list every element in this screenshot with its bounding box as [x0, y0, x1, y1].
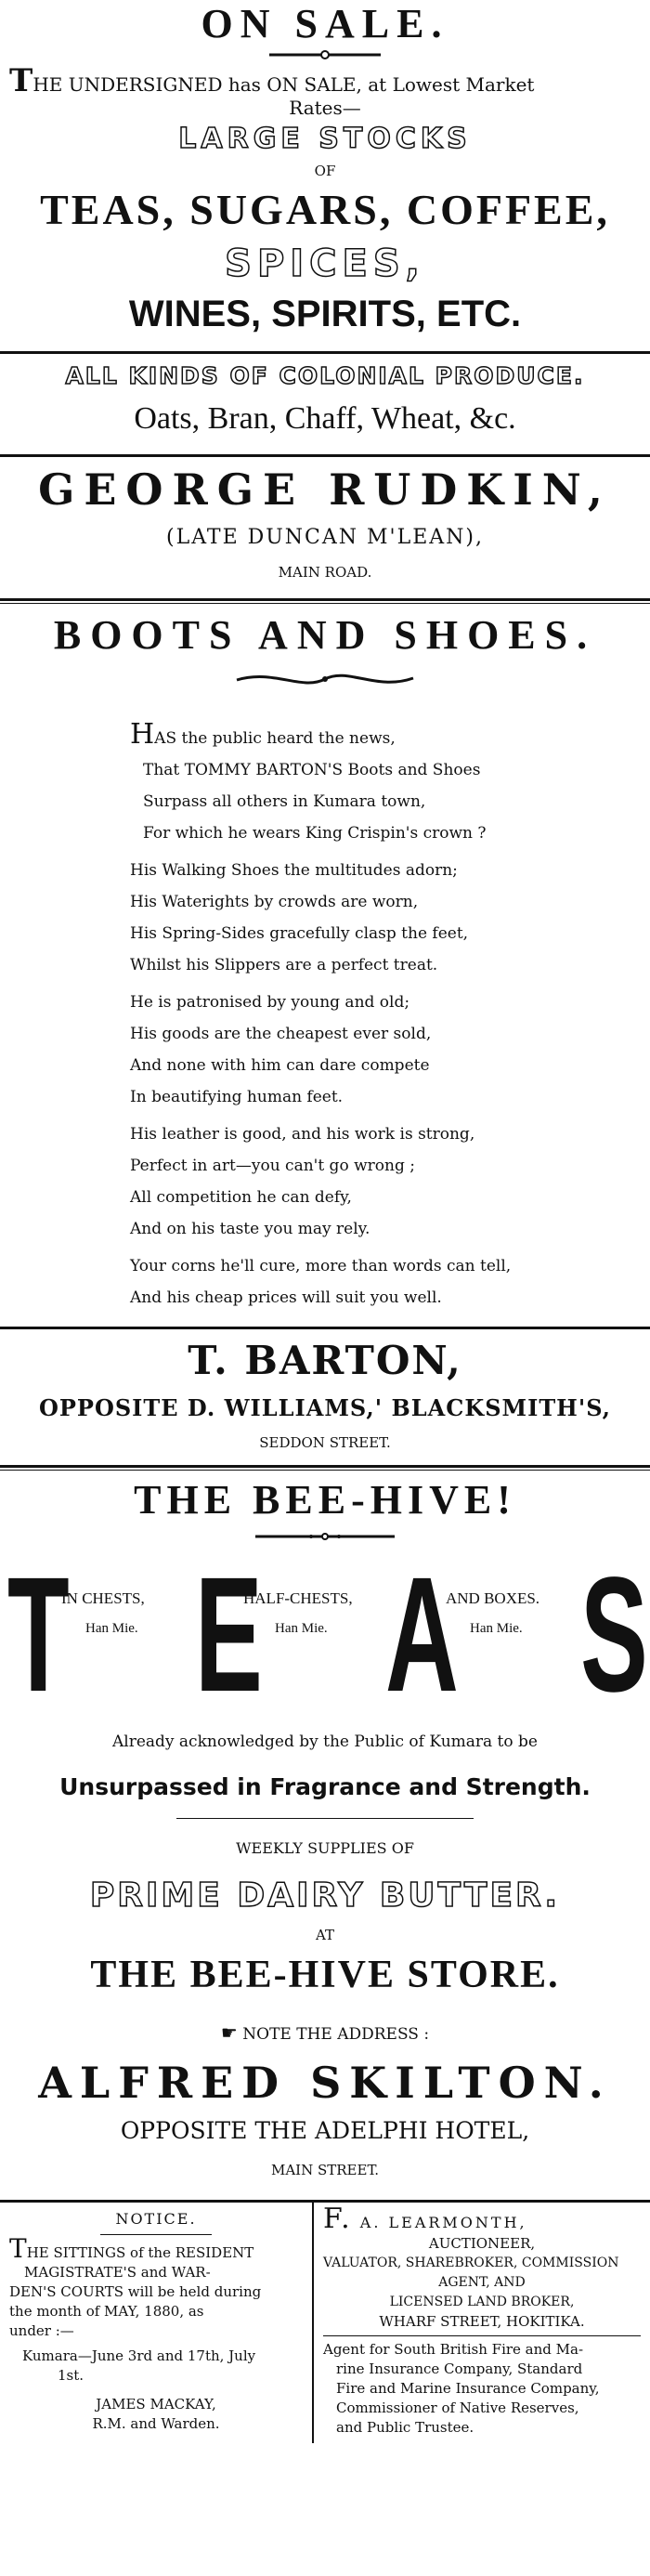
agent-line: rine Insurance Company, Standard — [336, 2360, 583, 2377]
of-text: OF — [314, 163, 336, 179]
learmonth-role: AUCTIONEER, — [428, 2235, 536, 2252]
teas-block — [0, 1544, 650, 1726]
wines-spirits: WINES, SPIRITS, ETC. — [128, 294, 522, 334]
poem-line-text: Surpass all others in Kumara town, — [143, 792, 426, 811]
poem-line-text: And on his taste you may rely. — [130, 1220, 370, 1238]
notice-line: Kumara—June 3rd and 17th, July — [22, 2347, 256, 2364]
poem-line — [130, 786, 650, 817]
note-address — [0, 2003, 650, 2053]
agent-line: Agent for South British Fire and Ma- — [323, 2341, 584, 2358]
poem-line — [130, 1182, 650, 1213]
poem-line — [130, 1050, 650, 1081]
in-chests: IN CHESTS, — [61, 1589, 145, 1607]
poem-line — [130, 1213, 650, 1245]
intro-line-1: HE UNDERSIGNED has ON SALE, at Lowest Market — [32, 73, 535, 96]
poem-line-text: And his cheap prices will suit you well. — [130, 1288, 442, 1307]
seddon-street: SEDDON STREET. — [259, 1434, 391, 1451]
spices: SPICES, — [225, 242, 425, 285]
poem-line-text: And none with him can dare compete — [130, 1056, 430, 1075]
poem-line — [130, 949, 650, 981]
late-duncan: (LATE DUNCAN M'LEAN), — [166, 526, 484, 549]
drop-initial: T — [9, 2233, 27, 2264]
notice-block — [0, 2203, 314, 2443]
learmonth-roles: LICENSED LAND BROKER, — [389, 2295, 575, 2309]
poem-line-text: In beautifying human feet. — [130, 1088, 344, 1106]
poem-line-text: Whilst his Slippers are a perfect treat. — [130, 956, 438, 974]
poem-line-text: AS the public heard the news, — [154, 729, 396, 748]
poem-line — [130, 987, 650, 1018]
poem-line — [130, 1118, 650, 1150]
poem-line — [130, 754, 650, 786]
poem-line-text: His Waterights by crowds are worn, — [130, 893, 419, 911]
weekly-supplies: WEEKLY SUPPLIES OF — [236, 1839, 414, 1857]
agent-line: and Public Trustee. — [336, 2419, 474, 2436]
drop-initial: F. — [323, 2203, 353, 2235]
learmonth-name-text: A. LEARMONTH, — [359, 2214, 527, 2231]
bee-hive-store: THE BEE-HIVE STORE. — [90, 1954, 560, 1996]
learmonth-address: WHARF STREET, HOKITIKA. — [379, 2313, 585, 2330]
han-mie-1: Han Mie. — [85, 1621, 138, 1636]
and-boxes: AND BOXES. — [446, 1589, 540, 1607]
poem-line — [130, 1018, 650, 1050]
poem — [0, 691, 650, 1314]
poem-line — [130, 886, 650, 918]
poem-line-text: Your corns he'll cure, more than words can tell, — [130, 1257, 512, 1275]
opposite-adelphi: OPPOSITE THE ADELPHI HOTEL, — [120, 2117, 530, 2144]
prime-dairy-butter: PRIME DAIRY BUTTER. — [89, 1876, 561, 1915]
poem-line-text: Perfect in art—you can't go wrong ; — [130, 1157, 415, 1175]
unsurpassed: Unsurpassed in Fragrance and Strength. — [59, 1773, 591, 1800]
poem-line — [130, 1150, 650, 1182]
pointing-hand-icon: ☛ — [220, 2021, 238, 2044]
oats-bran: Oats, Bran, Chaff, Wheat, &c. — [134, 401, 516, 436]
poem-line-text: That TOMMY BARTON'S Boots and Shoes — [143, 761, 481, 779]
agent-line: Commissioner of Native Reserves, — [336, 2399, 579, 2416]
note-text: NOTE THE ADDRESS : — [242, 2025, 430, 2044]
drop-initial: T — [9, 62, 33, 99]
colonial-produce: ALL KINDS OF COLONIAL PRODUCE. — [65, 362, 585, 389]
notice-line: under :— — [9, 2322, 74, 2339]
intro-text — [0, 61, 650, 97]
learmonth-name — [323, 2203, 641, 2235]
tea-letter-s: S — [580, 1544, 648, 1726]
tea-letter-e: E — [195, 1544, 263, 1726]
notice-text — [9, 2233, 303, 2434]
poem-line-text: All competition he can defy, — [130, 1188, 352, 1207]
ad-bee-hive — [0, 1471, 650, 2190]
notice-title: NOTICE. — [115, 2210, 197, 2228]
opposite-williams: OPPOSITE D. WILLIAMS,' BLACKSMITH'S, — [38, 1394, 612, 1421]
notice-line: DEN'S COURTS will be held during — [9, 2283, 262, 2300]
t-barton: T. BARTON, — [188, 1338, 462, 1383]
main-road: MAIN ROAD. — [278, 564, 372, 581]
boots-heading: BOOTS AND SHOES. — [53, 612, 597, 658]
ad-on-sale — [0, 0, 650, 591]
learmonth-agent — [323, 2340, 641, 2438]
at-text: AT — [315, 1927, 335, 1943]
acknowledged: Already acknowledged by the Public of Kumara to be — [112, 1733, 538, 1751]
poem-line — [130, 1081, 650, 1113]
learmonth-roles: VALUATOR, SHAREBROKER, COMMISSION — [323, 2256, 619, 2270]
han-mie-3: Han Mie. — [470, 1621, 523, 1636]
poem-line — [130, 918, 650, 949]
ornament-divider-icon — [246, 1530, 404, 1543]
tea-letter-t: T — [7, 1544, 70, 1726]
divider — [323, 2335, 641, 2336]
intro-line-2: Rates— — [289, 97, 361, 119]
on-sale-heading: ON SALE. — [201, 1, 449, 46]
half-chests: HALF-CHESTS, — [243, 1589, 353, 1607]
tea-letter-a: A — [385, 1544, 459, 1726]
notice-signer: JAMES MACKAY, — [96, 2396, 216, 2413]
poem-line — [130, 719, 650, 754]
large-stocks: LARGE STOCKS — [178, 123, 472, 155]
learmonth-block — [314, 2203, 650, 2443]
poem-line — [130, 817, 650, 849]
notice-signer-title: R.M. and Warden. — [92, 2415, 220, 2432]
learmonth-roles: AGENT, AND — [438, 2275, 526, 2290]
poem-line-text: He is patronised by young and old; — [130, 993, 410, 1012]
alfred-skilton: ALFRED SKILTON. — [38, 2058, 612, 2108]
ornament-divider-icon — [260, 48, 390, 61]
notice-line: the month of MAY, 1880, as — [9, 2303, 204, 2320]
notice-line: 1st. — [58, 2367, 84, 2384]
agent-line: Fire and Marine Insurance Company, — [336, 2380, 600, 2397]
han-mie-2: Han Mie. — [275, 1621, 328, 1636]
bottom-notices — [0, 2200, 650, 2443]
notice-line: MAGISTRATE'S and WAR- — [24, 2264, 211, 2281]
flourish-icon — [228, 667, 422, 691]
bee-hive-heading: THE BEE-HIVE! — [134, 1477, 516, 1523]
poem-line-text: His Walking Shoes the multitudes adorn; — [130, 861, 458, 880]
teas-sugars-coffee: TEAS, SUGARS, COFFEE, — [40, 186, 610, 233]
drop-initial: H — [130, 718, 155, 751]
poem-line — [130, 1282, 650, 1314]
poem-line-text: For which he wears King Crispin's crown ? — [143, 824, 487, 843]
poem-line — [130, 1250, 650, 1282]
poem-line-text: His Spring-Sides gracefully clasp the feet, — [130, 924, 469, 943]
notice-line: HE SITTINGS of the RESIDENT — [26, 2244, 254, 2261]
poem-line — [130, 855, 650, 886]
main-street: MAIN STREET. — [270, 2162, 380, 2178]
poem-line-text: His goods are the cheapest ever sold, — [130, 1025, 432, 1043]
george-rudkin: GEORGE RUDKIN, — [38, 464, 612, 515]
ad-boots-shoes — [0, 604, 650, 1461]
poem-line-text: His leather is good, and his work is strong, — [130, 1125, 475, 1144]
short-rule — [100, 2234, 212, 2235]
